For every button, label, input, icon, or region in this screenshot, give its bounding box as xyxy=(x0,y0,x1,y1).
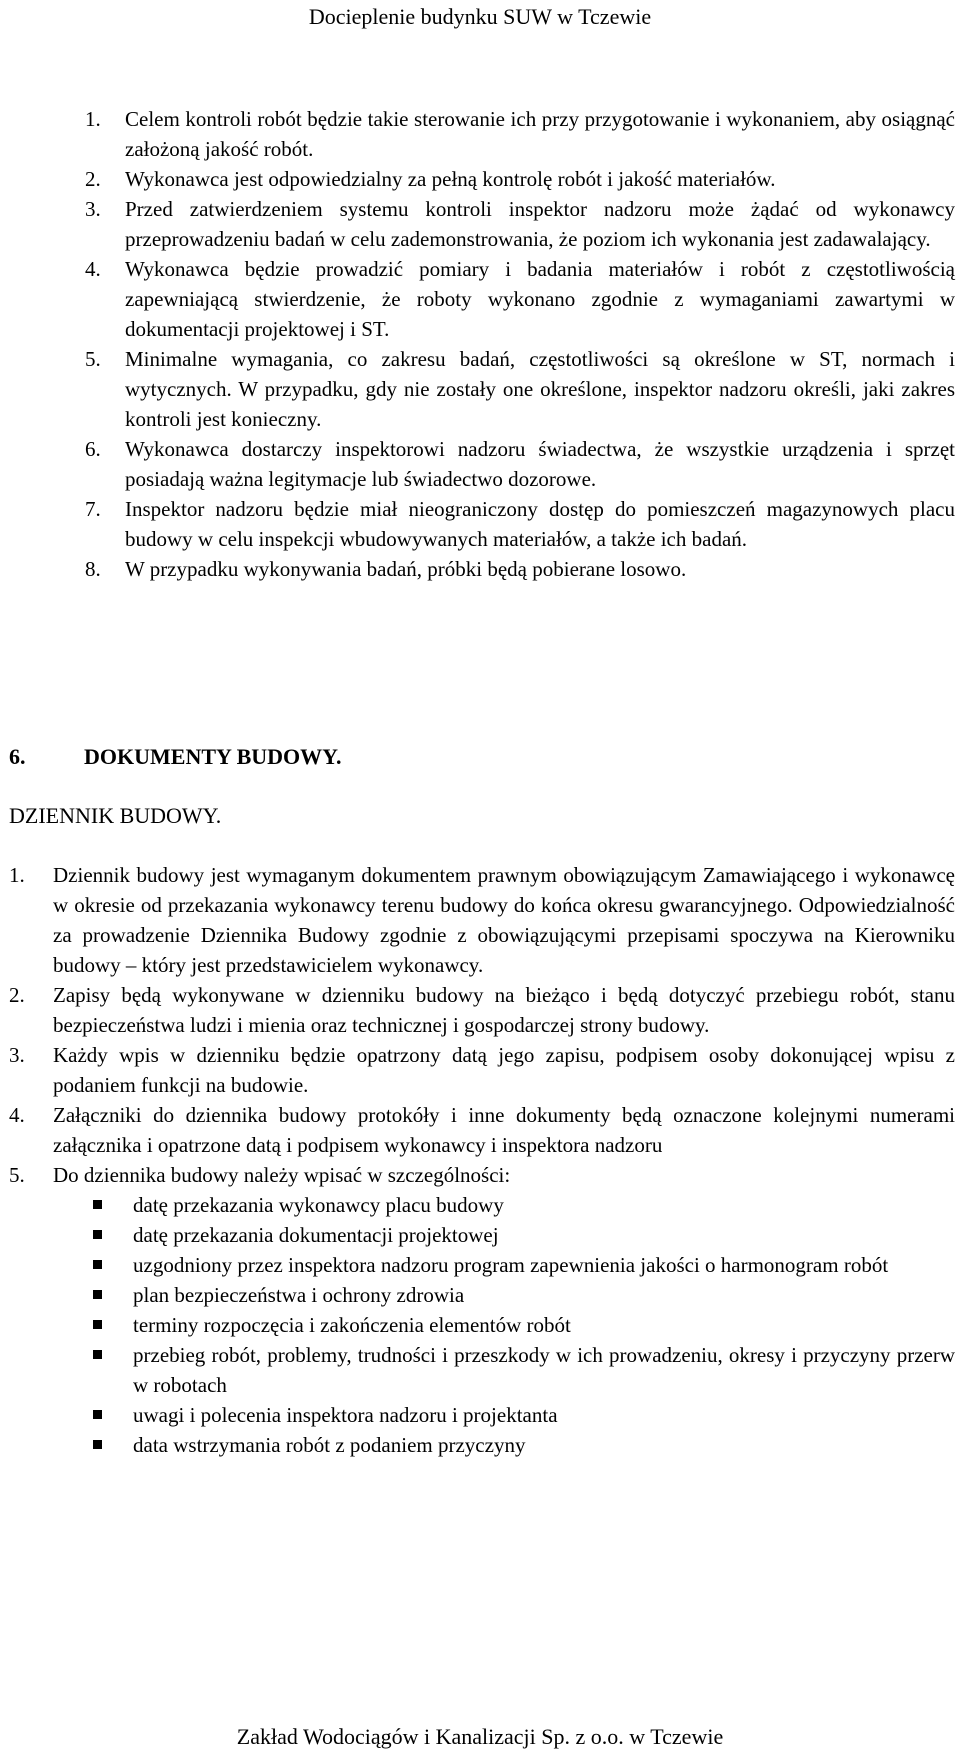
list-item xyxy=(9,980,955,1040)
square-bullet-icon xyxy=(93,1320,102,1329)
list-item xyxy=(85,164,955,194)
item-text: Zapisy będą wykonywane w dzienniku budowy na bieżąco i będą dotyczyć przebiegu robót, stanu bezpieczeństwa ludzi i mienia oraz technicznej i gospodarczej strony budowy. xyxy=(53,983,955,1037)
bullet-item xyxy=(93,1310,955,1340)
section-title: DOKUMENTY BUDOWY. xyxy=(84,744,342,769)
item-number: 7. xyxy=(85,497,101,521)
bullet-text: datę przekazania wykonawcy placu budowy xyxy=(133,1193,504,1217)
item-number: 5. xyxy=(9,1163,25,1187)
item-number: 1. xyxy=(85,107,101,131)
item-number: 2. xyxy=(9,983,25,1007)
bullet-item xyxy=(93,1250,955,1280)
item-number: 6. xyxy=(85,437,101,461)
list-item xyxy=(85,194,955,254)
page-header: Docieplenie budynku SUW w Tczewie xyxy=(308,4,652,29)
item-text: Wykonawca jest odpowiedzialny za pełną kontrolę robót i jakość materiałów. xyxy=(125,167,776,191)
page-footer: Zakład Wodociągów i Kanalizacji Sp. z o.o. w Tczewie xyxy=(236,1724,724,1749)
section-number: 6. xyxy=(9,744,26,769)
item-text: Dziennik budowy jest wymaganym dokumentem prawnym obowiązującym Zamawiającego i wykonawcę w okresie od przekazania wykonawcy terenu budowy do końca okresu gwarancyjnego. Odpowiedzialność za prowadzenie Dziennika Budowy zgodnie z obowiązującymi przepisami spoczywa na Kierowniku budowy – który jest przedstawicielem wykonawcy. xyxy=(53,863,955,977)
bullet-item xyxy=(93,1340,955,1400)
list-item xyxy=(85,344,955,434)
square-bullet-icon xyxy=(93,1440,102,1449)
list-item xyxy=(85,494,955,554)
item-text: Każdy wpis w dzienniku będzie opatrzony datą jego zapisu, podpisem osoby dokonującej wpisu z podaniem funkcji na budowie. xyxy=(53,1043,955,1097)
item-number: 3. xyxy=(85,197,101,221)
bullet-text: data wstrzymania robót z podaniem przyczyny xyxy=(133,1433,526,1457)
list-item xyxy=(85,104,955,164)
bullet-item xyxy=(93,1280,955,1310)
bullet-text: uzgodniony przez inspektora nadzoru program zapewnienia jakości o harmonogram robót xyxy=(133,1253,889,1277)
bullet-item xyxy=(93,1430,955,1460)
item-number: 5. xyxy=(85,347,101,371)
item-text: Minimalne wymagania, co zakresu badań, częstotliwości są określone w ST, normach i wytycznych. W przypadku, gdy nie zostały one określone, inspektor nadzoru określi, jaki zakres kontroli jest konieczny. xyxy=(125,347,955,431)
square-bullet-icon xyxy=(93,1290,102,1299)
item-text: Do dziennika budowy należy wpisać w szczególności: xyxy=(53,1163,511,1187)
bullet-text: plan bezpieczeństwa i ochrony zdrowia xyxy=(133,1283,465,1307)
item-text: Wykonawca dostarczy inspektorowi nadzoru świadectwa, że wszystkie urządzenia i sprzęt posiadają ważna legitymacje lub świadectwo dozorowe. xyxy=(125,437,955,491)
bullet-item xyxy=(93,1190,955,1220)
item-text: Załączniki do dziennika budowy protokóły i inne dokumenty będą oznaczone kolejnymi numerami załącznika i opatrzone datą i podpisem wykonawcy i inspektora nadzoru xyxy=(53,1103,955,1157)
list-item xyxy=(85,554,955,584)
bullet-text: terminy rozpoczęcia i zakończenia elementów robót xyxy=(133,1313,571,1337)
section-heading xyxy=(9,742,342,772)
diary-entries-bullet-list xyxy=(9,1190,955,1460)
item-number: 4. xyxy=(9,1103,25,1127)
item-number: 4. xyxy=(85,257,101,281)
item-text: W przypadku wykonywania badań, próbki będą pobierane losowo. xyxy=(125,557,687,581)
item-number: 1. xyxy=(9,863,25,887)
item-text: Wykonawca będzie prowadzić pomiary i badania materiałów i robót z częstotliwością zapewniającą stwierdzenie, że roboty wykonano zgodnie z wymaganiami zawartymi w dokumentacji projektowej i ST. xyxy=(125,257,955,341)
subsection-heading: DZIENNIK BUDOWY. xyxy=(9,803,222,828)
list-item xyxy=(9,1100,955,1160)
bullet-item xyxy=(93,1220,955,1250)
list-item xyxy=(85,254,955,344)
item-number: 2. xyxy=(85,167,101,191)
item-text: Inspektor nadzoru będzie miał nieograniczony dostęp do pomieszczeń magazynowych placu budowy w celu inspekcji wbudowywanych materiałów, a także ich badań. xyxy=(125,497,955,551)
square-bullet-icon xyxy=(93,1350,102,1359)
square-bullet-icon xyxy=(93,1200,102,1209)
bullet-text: datę przekazania dokumentacji projektowej xyxy=(133,1223,499,1247)
item-text: Celem kontroli robót będzie takie sterowanie ich przy przygotowanie i wykonaniem, aby osiągnąć założoną jakość robót. xyxy=(125,107,955,161)
square-bullet-icon xyxy=(93,1260,102,1269)
site-diary-list xyxy=(9,860,955,1460)
list-item xyxy=(9,860,955,980)
square-bullet-icon xyxy=(93,1410,102,1419)
bullet-text: uwagi i polecenia inspektora nadzoru i projektanta xyxy=(133,1403,558,1427)
list-item xyxy=(9,1040,955,1100)
item-text: Przed zatwierdzeniem systemu kontroli inspektor nadzoru może żądać od wykonawcy przeprowadzeniu badań w celu zademonstrowania, że poziom ich wykonania jest zadawalający. xyxy=(125,197,955,251)
bullet-text: przebieg robót, problemy, trudności i przeszkody w ich prowadzeniu, okresy i przyczyny przerw w robotach xyxy=(133,1343,955,1397)
bullet-item xyxy=(93,1400,955,1430)
quality-control-list xyxy=(85,104,955,584)
item-number: 8. xyxy=(85,557,101,581)
list-item xyxy=(85,434,955,494)
list-item xyxy=(9,1160,955,1190)
square-bullet-icon xyxy=(93,1230,102,1239)
item-number: 3. xyxy=(9,1043,25,1067)
